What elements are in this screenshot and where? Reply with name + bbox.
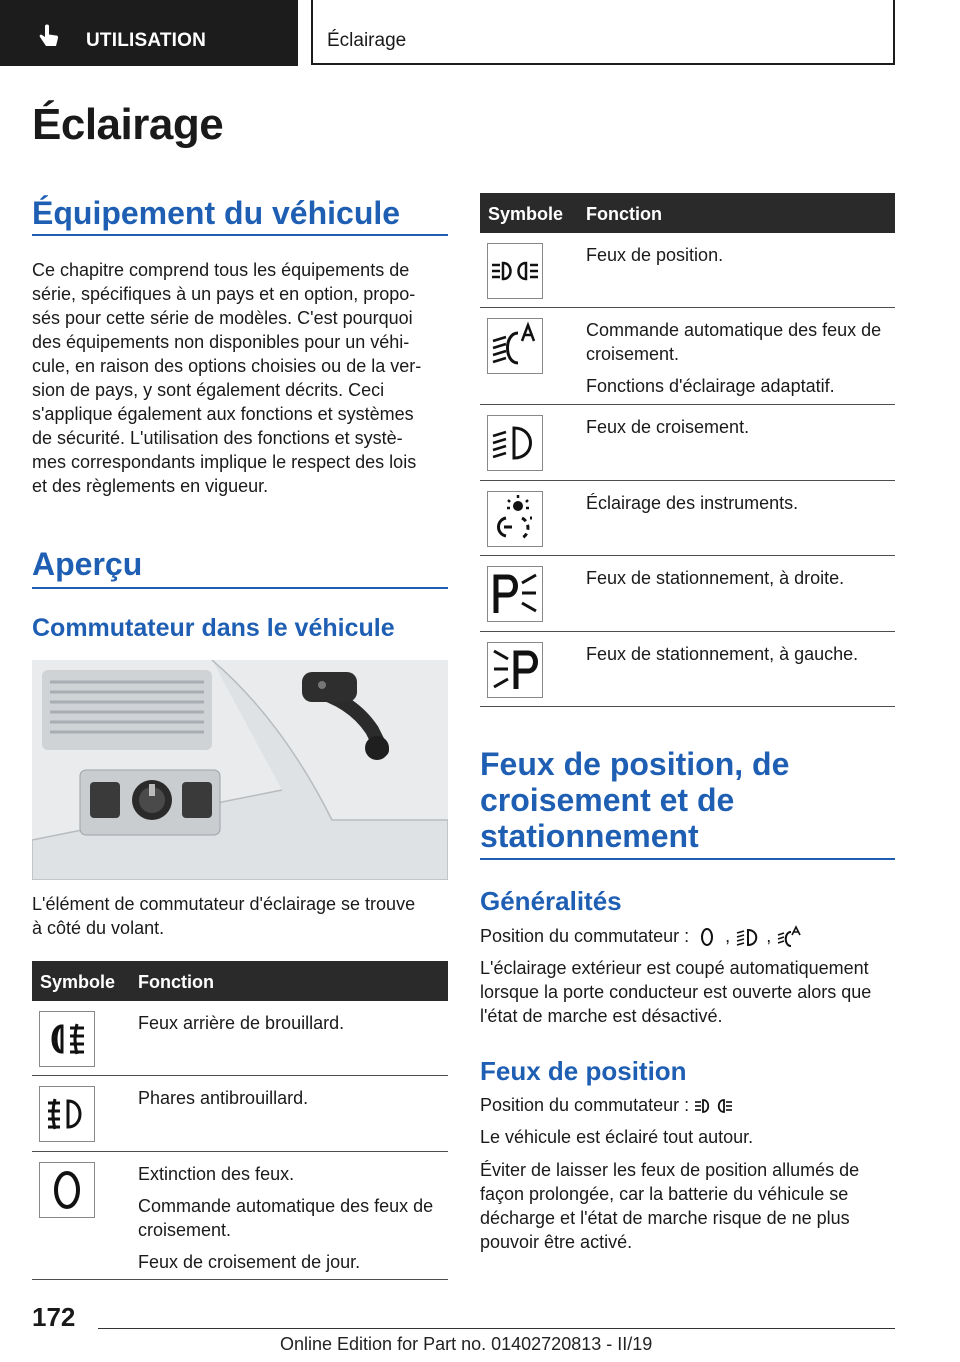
lights-rule [480,858,895,860]
page-number: 172 [32,1302,76,1332]
parking-right-icon [487,566,543,622]
auto-headlight-icon [487,318,543,374]
row-function-text: Commande automatique des feux de croisement. Fonctions d'éclairage adaptatif. [586,320,882,396]
overview-heading: Aperçu [32,546,143,582]
switch-heading: Commutateur dans le véhicule [32,614,395,642]
overview-rule [32,587,448,589]
row-function-text: Feux arrière de brouillard. [138,1013,345,1033]
auto-headlight-icon [776,925,802,949]
front-fog-icon [39,1086,95,1142]
lights-off-icon [39,1162,95,1218]
table-row [480,632,895,707]
header-chapter-tab [311,0,895,65]
table-row [480,405,895,481]
general-heading: Généralités [480,886,622,916]
general-switch-positions: Position du commutateur : , , [480,924,900,949]
row-function-text: Éclairage des instruments. [586,493,799,513]
light-switch-photo [32,660,448,880]
equipment-rule [32,234,448,236]
table-row [480,233,895,308]
general-text: L'éclairage extérieur est coupé automatiquement lorsque la porte conducteur est ouverte alors que l'état de marche est désactivé. [480,958,872,1026]
row-function-text: Feux de stationnement, à droite. [586,568,845,588]
right-symbol-table [480,193,895,707]
row-function-text: Feux de position. [586,245,724,265]
col-function-header: Fonction [586,204,662,224]
parking-lights-icon [694,1094,734,1118]
lights-heading: Feux de position, de croisement et de stationnement [480,746,790,854]
footer-rule [98,1328,895,1329]
equipment-text: Ce chapitre comprend tous les équipements de série, spécifiques à un pays et en option, propo- sés pour cette série de modèles. C'est pourquoi des équipements non disponibles pour un véhi- cule, en raison des options choisies ou de la ver- sion de pays, y sont également décrits. Ceci s'applique également aux fonctions et systèmes de sécurité. L'utilisation des fonctions et systè- mes correspondants implique le respect des lois et des règlements en vigueur. [32,260,422,496]
footer-edition: Online Edition for Part no. 01402720813 - II/19 [280,1334,653,1354]
row-function-text: Extinction des feux. Commande automatique des feux de croisement. Feux de croisement de jour. [138,1164,434,1272]
left-symbol-table [32,961,448,1280]
position-text-2: Éviter de laisser les feux de position allumés de façon prolongée, car la batterie du véhicule se décharge et l'état de marche risque de ne plus pouvoir être activé. [480,1160,860,1252]
parking-lights-icon [487,243,543,299]
switch-caption: L'élément de commutateur d'éclairage se trouve à côté du volant. [32,894,416,938]
table-row [480,308,895,405]
table-row [32,1076,448,1152]
rear-fog-icon [39,1011,95,1067]
equipment-heading: Équipement du véhicule [32,195,401,231]
row-function-text: Phares antibrouillard. [138,1088,309,1108]
hand-pointer-icon [36,24,62,50]
parking-left-icon [487,642,543,698]
position-lights-heading: Feux de position [480,1056,687,1086]
dashboard-illustration [32,660,448,880]
table-header [32,961,448,1001]
lights-off-icon [694,925,720,949]
col-function-header: Fonction [138,972,214,992]
table-row [480,481,895,556]
instrument-lighting-icon [487,491,543,547]
header-section-tab [0,0,298,66]
low-beam-icon [735,925,761,949]
col-symbol-header: Symbole [488,204,564,224]
page-title: Éclairage [32,100,224,149]
row-function-text: Feux de stationnement, à gauche. [586,644,859,664]
position-text-1: Le véhicule est éclairé tout autour. [480,1127,754,1147]
table-header [480,193,895,233]
col-symbol-header: Symbole [40,972,116,992]
position-switch: Position du commutateur : [480,1093,900,1118]
header-chapter-label: Éclairage [327,30,407,51]
low-beam-icon [487,415,543,471]
table-row [32,1152,448,1280]
header-section-label: UTILISATION [86,30,207,51]
table-row [32,1001,448,1076]
row-function-text: Feux de croisement. [586,417,750,437]
table-row [480,556,895,632]
